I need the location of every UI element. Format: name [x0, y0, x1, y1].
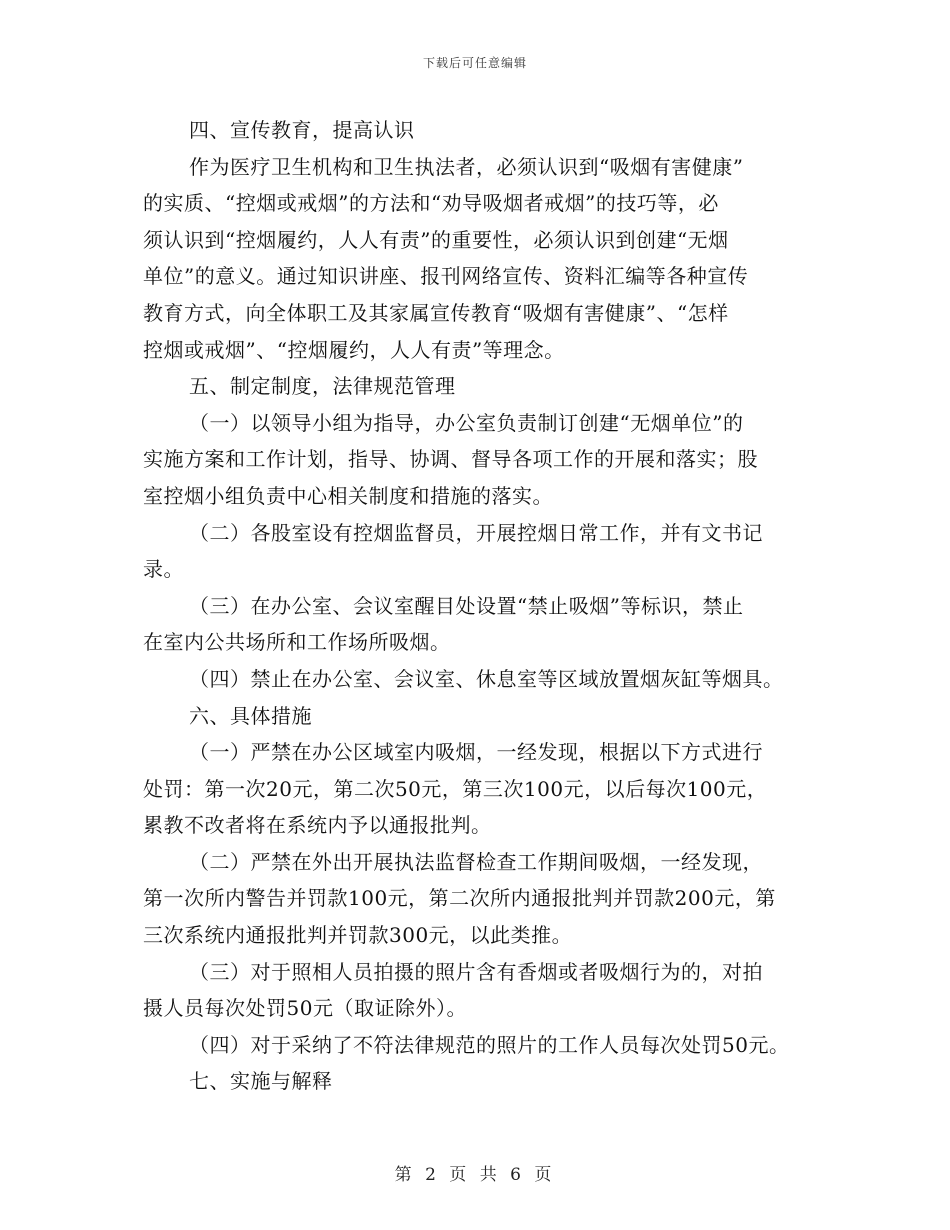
section-heading-7: 七、实施与解释: [189, 1069, 333, 1094]
paragraph-line: 三次系统内通报批判并罚款300元，以此类推。: [143, 923, 573, 948]
paragraph-line: 须认识到“控烟履约，人人有责”的重要性，必须认识到创建“无烟: [143, 227, 729, 252]
section-heading-4: 四、宣传教育，提高认识: [189, 118, 415, 142]
paragraph-line: （三）对于照相人员拍摄的照片含有香烟或者吸烟行为的，对拍: [189, 959, 763, 984]
paragraph-line: （四）对于采纳了不符法律规范的照片的工作人员每次处罚50元。: [189, 1032, 790, 1057]
paragraph-line: 室控烟小组负责中心相关制度和措施的落实。: [143, 483, 553, 508]
paragraph-line: 实施方案和工作计划，指导、协调、督导各项工作的开展和落实；股: [143, 447, 758, 472]
paragraph-line: 控烟或戒烟”、“控烟履约，人人有责”等理念。: [143, 337, 565, 362]
paragraph-line: （一）以领导小组为指导，办公室负责制订创建“无烟单位”的: [189, 410, 744, 435]
paragraph-line: 摄人员每次处罚50元（取证除外）。: [143, 996, 467, 1021]
paragraph-line: （三）在办公室、会议室醒目处设置“禁止吸烟”等标识，禁止: [189, 593, 744, 618]
paragraph-line: 在室内公共场所和工作场所吸烟。: [143, 630, 451, 655]
paragraph-line: 录。: [143, 557, 184, 582]
document-body: [143, 112, 813, 1100]
page-header: 下载后可任意编辑: [422, 56, 527, 70]
paragraph-line: 的实质、“控烟或戒烟”的方法和“劝导吸烟者戒烟”的技巧等，必: [143, 191, 719, 216]
paragraph-line: 作为医疗卫生机构和卫生执法者，必须认识到“吸烟有害健康”: [189, 154, 744, 179]
paragraph-line: 单位”的意义。通过知识讲座、报刊网络宣传、资料汇编等各种宣传: [143, 264, 749, 289]
section-heading-6: 六、具体措施: [189, 703, 312, 728]
paragraph-line: （二）严禁在外出开展执法监督检查工作期间吸烟，一经发现，: [189, 849, 763, 874]
section-heading-5: 五、制定制度，法律规范管理: [189, 374, 456, 399]
page-number-footer: 第 2 页 共 6 页: [394, 1165, 556, 1185]
paragraph-line: （四）禁止在办公室、会议室、休息室等区域放置烟灰缸等烟具。: [189, 666, 784, 691]
paragraph-line: （一）严禁在办公区域室内吸烟，一经发现，根据以下方式进行: [189, 740, 763, 765]
paragraph-line: 累教不改者将在系统内予以通报批判。: [143, 813, 492, 838]
paragraph-line: 处罚：第一次20元，第二次50元，第三次100元，以后每次100元，: [143, 776, 768, 801]
paragraph-line: 教育方式，向全体职工及其家属宣传教育“吸烟有害健康”、“怎样: [143, 300, 729, 325]
paragraph-line: 第一次所内警告并罚款100元，第二次所内通报批判并罚款200元，第: [143, 886, 776, 911]
paragraph-line: （二）各股室设有控烟监督员，开展控烟日常工作，并有文书记: [189, 520, 763, 545]
